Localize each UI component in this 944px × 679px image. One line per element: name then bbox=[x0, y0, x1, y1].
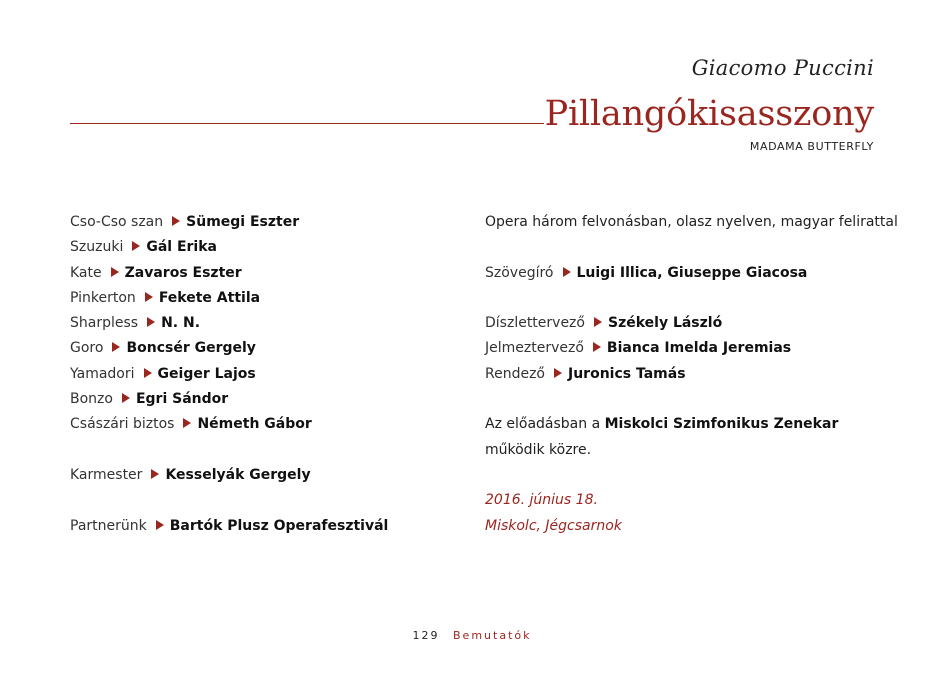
arrow-right-icon bbox=[594, 317, 602, 327]
cast-name: Gál Erika bbox=[146, 239, 217, 256]
cast-column bbox=[70, 210, 450, 539]
title-rule bbox=[70, 123, 544, 124]
arrow-right-icon bbox=[563, 267, 571, 277]
cast-row bbox=[70, 261, 450, 286]
cast-role: Kate bbox=[70, 264, 102, 281]
arrow-right-icon bbox=[147, 317, 155, 327]
orchestra-name: Miskolci Szimfonikus Zenekar bbox=[604, 416, 839, 433]
orchestra-note bbox=[485, 412, 870, 463]
cast-row bbox=[70, 210, 450, 235]
cast-name: Egri Sándor bbox=[135, 391, 229, 408]
page-number: 129 bbox=[412, 629, 440, 642]
cast-row bbox=[70, 235, 450, 260]
costume-designer-row bbox=[485, 336, 885, 361]
conductor-row bbox=[70, 463, 450, 488]
arrow-right-icon bbox=[144, 368, 152, 378]
director-row bbox=[485, 362, 885, 387]
cast-name: Geiger Lajos bbox=[157, 365, 256, 382]
costume-designer-name: Bianca Imelda Jeremias bbox=[606, 340, 792, 357]
cast-row bbox=[70, 387, 450, 412]
set-designer-name: Székely László bbox=[607, 315, 723, 332]
cast-role: Cso-Cso szan bbox=[70, 214, 164, 230]
cast-role: Szuzuki bbox=[70, 239, 124, 256]
arrow-right-icon bbox=[132, 241, 140, 251]
cast-name: N. N. bbox=[161, 315, 201, 332]
cast-role: Sharpless bbox=[70, 315, 139, 332]
performance-venue: Miskolc, Jégcsarnok bbox=[485, 517, 622, 534]
orchestra-suffix: működik közre. bbox=[485, 441, 592, 458]
partner-role: Partnerünk bbox=[70, 517, 147, 534]
performance-date: 2016. június 18. bbox=[485, 492, 598, 509]
partner-row bbox=[70, 514, 450, 539]
cast-role: Pinkerton bbox=[70, 289, 136, 306]
conductor-role: Karmester bbox=[70, 466, 143, 483]
arrow-right-icon bbox=[593, 342, 601, 352]
arrow-right-icon bbox=[122, 393, 130, 403]
partner-name: Bartók Plusz Operafesztivál bbox=[169, 517, 389, 534]
cast-role: Császári biztos bbox=[70, 416, 175, 433]
arrow-right-icon bbox=[156, 520, 164, 530]
page-footer bbox=[0, 629, 944, 642]
arrow-right-icon bbox=[111, 267, 119, 277]
cast-name: Fekete Attila bbox=[158, 289, 261, 306]
arrow-right-icon bbox=[554, 368, 562, 378]
cast-role: Goro bbox=[70, 340, 104, 357]
composer-name: Giacomo Puccini bbox=[691, 56, 874, 80]
cast-name: Németh Gábor bbox=[197, 416, 312, 433]
arrow-right-icon bbox=[183, 418, 191, 428]
cast-name: Boncsér Gergely bbox=[126, 340, 256, 357]
orchestra-prefix: Az előadásban a bbox=[485, 416, 601, 433]
section-name: Bemutatók bbox=[453, 629, 532, 642]
info-column bbox=[485, 210, 898, 539]
arrow-right-icon bbox=[112, 342, 120, 352]
opera-description: Opera három felvonásban, olasz nyelven, magyar felirattal bbox=[485, 214, 898, 230]
librettist-name: Luigi Illica, Giuseppe Giacosa bbox=[576, 264, 808, 281]
opera-subtitle: MADAMA BUTTERFLY bbox=[749, 140, 874, 153]
set-designer-role: Díszlettervező bbox=[485, 315, 585, 332]
conductor-name: Kesselyák Gergely bbox=[165, 466, 311, 483]
director-name: Juronics Tamás bbox=[568, 365, 686, 382]
librettist-row bbox=[485, 261, 885, 286]
cast-row bbox=[70, 311, 450, 336]
cast-row bbox=[70, 286, 450, 311]
cast-role: Bonzo bbox=[70, 391, 113, 408]
cast-row bbox=[70, 412, 450, 437]
cast-row bbox=[70, 336, 450, 361]
cast-role: Yamadori bbox=[70, 365, 135, 382]
cast-name: Sümegi Eszter bbox=[186, 214, 300, 230]
arrow-right-icon bbox=[151, 469, 159, 479]
arrow-right-icon bbox=[172, 216, 180, 226]
cast-row bbox=[70, 362, 450, 387]
costume-designer-role: Jelmeztervező bbox=[485, 340, 584, 357]
director-role: Rendező bbox=[485, 365, 545, 382]
librettist-role: Szövegíró bbox=[485, 264, 554, 281]
set-designer-row bbox=[485, 311, 885, 336]
cast-name: Zavaros Eszter bbox=[124, 264, 242, 281]
opera-title: Pillangókisasszony bbox=[544, 94, 874, 134]
title-row bbox=[70, 92, 874, 136]
arrow-right-icon bbox=[145, 292, 153, 302]
